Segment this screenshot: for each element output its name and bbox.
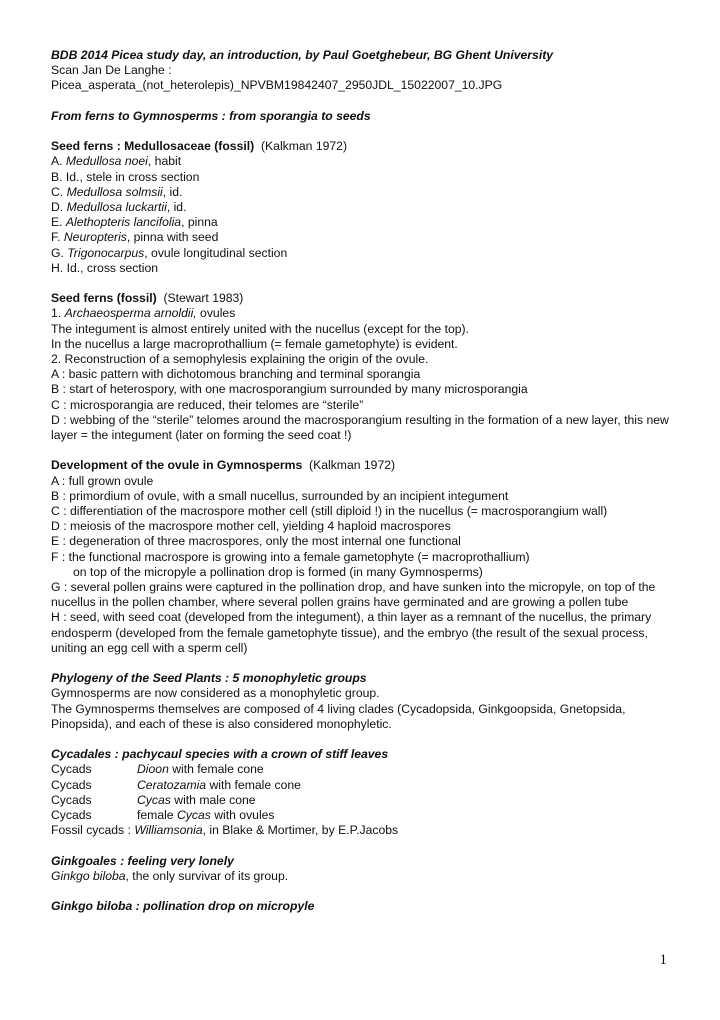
- medullosaceae-heading: Seed ferns : Medullosaceae (fossil) (Kalkman 1972): [51, 139, 348, 154]
- list-item: Fossil cycads : Williamsonia, in Blake & Mortimer, by E.P.Jacobs: [51, 823, 399, 838]
- paragraph-line: on top of the micropyle a pollination drop is formed (in many Gymnosperms): [73, 564, 483, 579]
- ovule-heading: Development of the ovule in Gymnosperms (Kalkman 1972): [51, 458, 396, 473]
- list-item: B. Id., stele in cross section: [51, 169, 200, 184]
- list-item: E. Alethopteris lancifolia, pinna: [51, 215, 218, 230]
- paragraph-line: B : start of heterospory, with one macrosporangium surrounded by many microsporangia: [51, 382, 528, 397]
- paragraph-line: B : primordium of ovule, with a small nucellus, surrounded by an incipient integument: [51, 488, 509, 503]
- paragraph-line: In the nucellus a large macroprothallium (= female gametophyte) is evident.: [51, 336, 458, 351]
- section-heading-ferns: From ferns to Gymnosperms : from sporangia to seeds: [51, 108, 371, 123]
- cycadales-heading: Cycadales : pachycaul species with a crown of stiff leaves: [51, 747, 389, 762]
- scan-credit: Scan Jan De Langhe :: [51, 63, 172, 78]
- paragraph-line: G : several pollen grains were captured in the pollination drop, and have sunken into the micropyle, on top of the nucellus in the pollen chamber, where several pollen grains have germinated and are growing a pollen tube: [51, 580, 656, 610]
- list-item: Cycads Dioon with female cone: [51, 762, 264, 777]
- paragraph-line: E : degeneration of three macrospores, only the most internal one functional: [51, 534, 461, 549]
- list-item: F. Neuropteris, pinna with seed: [51, 230, 219, 245]
- medullosa-list: [51, 154, 676, 276]
- list-item: H. Id., cross section: [51, 260, 159, 275]
- list-item: Cycads female Cycas with ovules: [51, 808, 275, 823]
- paragraph-line: D : webbing of the “sterile” telomes around the macrosporangium resulting in the formation of a new layer, this new layer = the integument (later on forming the seed coat !): [51, 412, 669, 443]
- paragraph-line: C : differentiation of the macrospore mother cell (still diploid !) in the nucellus (= macrosporangium wall): [51, 504, 608, 519]
- paragraph-line: Ginkgo biloba, the only survivar of its group.: [51, 868, 289, 883]
- paragraph-line: Gymnosperms are now considered as a monophyletic group.: [51, 686, 380, 701]
- list-item: Cycads Cycas with male cone: [51, 792, 256, 807]
- list-item: Cycads Ceratozamia with female cone: [51, 777, 301, 792]
- list-item: C. Medullosa solmsii, id.: [51, 184, 183, 199]
- ginkgo-drop-heading: Ginkgo biloba : pollination drop on micropyle: [51, 899, 315, 914]
- document-title: BDB 2014 Picea study day, an introduction, by Paul Goetghebeur, BG Ghent University: [51, 48, 554, 62]
- document-page: [51, 48, 676, 914]
- scan-filename: Picea_asperata_(not_heterolepis)_NPVBM19842407_2950JDL_15022007_10.JPG: [51, 78, 503, 93]
- paragraph-line: C : microsporangia are reduced, their telomes are “sterile”: [51, 397, 364, 412]
- list-item: G. Trigonocarpus, ovule longitudinal section: [51, 245, 288, 260]
- list-item: D. Medullosa luckartii, id.: [51, 200, 187, 214]
- phylogeny-heading: Phylogeny of the Seed Plants : 5 monophyletic groups: [51, 671, 367, 686]
- paragraph-line: D : meiosis of the macrospore mother cell, yielding 4 haploid macrospores: [51, 519, 451, 534]
- paragraph-line: The Gymnosperms themselves are composed of 4 living clades (Cycadopsida, Ginkgoopsida, Gnetopsida, Pinopsida), and each of these is also considered monophyletic.: [51, 701, 626, 731]
- page-number: 1: [659, 952, 667, 968]
- paragraph-line: 2. Reconstruction of a semophylesis explaining the origin of the ovule.: [51, 352, 429, 367]
- paragraph-line: A : basic pattern with dichotomous branching and terminal sporangia: [51, 367, 421, 382]
- paragraph-line: A : full grown ovule: [51, 473, 154, 488]
- ginkgoales-heading: Ginkgoales : feeling very lonely: [51, 853, 234, 868]
- paragraph-line: H : seed, with seed coat (developed from the integument), a thin layer as a remnant of the nucellus, the primary endosperm (developed from the female gametophyte tissue), and the embryo (the result of the sexual process, uniting an egg cell with a sperm cell): [51, 610, 652, 655]
- list-item: 1. Archaeosperma arnoldii, ovules: [51, 306, 236, 321]
- paragraph-line: The integument is almost entirely united with the nucellus (except for the top).: [51, 321, 469, 336]
- paragraph-line: F : the functional macrospore is growing into a female gametophyte (= macroprothallium): [51, 549, 530, 564]
- seedferns-heading: Seed ferns (fossil) (Stewart 1983): [51, 291, 244, 306]
- list-item: A. Medullosa noei, habit: [51, 154, 182, 169]
